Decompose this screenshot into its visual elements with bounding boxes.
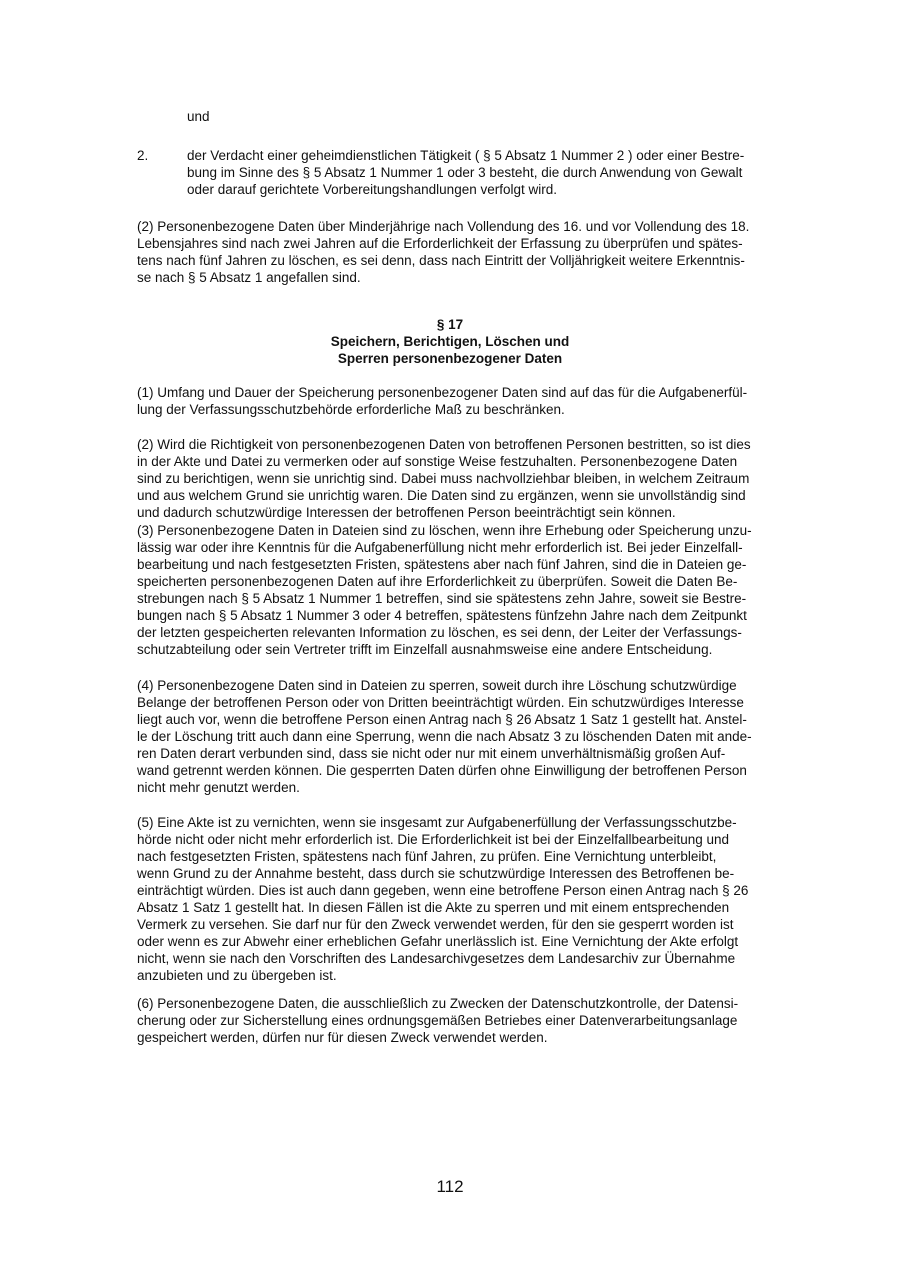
paragraph-line: (6) Personenbezogene Daten, die ausschließlich zu Zwecken der Datenschutzkontrolle, der Datensi- (137, 996, 739, 1011)
paragraph-line: in der Akte und Datei zu vermerken oder auf sonstige Weise festzuhalten. Personenbezogene Daten (137, 454, 738, 469)
paragraph-line: und aus welchem Grund sie unrichtig waren. Die Daten sind zu ergänzen, wenn sie unvollständig sind (137, 488, 746, 503)
paragraph-line: (1) Umfang und Dauer der Speicherung personenbezogener Daten sind auf das für die Aufgabenerfül- (137, 385, 748, 400)
list-item-line: oder darauf gerichtete Vorbereitungshandlungen verfolgt wird. (187, 182, 557, 197)
paragraph-line: Vermerk zu versehen. Sie darf nur für den Zweck verwendet werden, für den sie gesperrt worden ist (137, 917, 734, 932)
paragraph-line: bearbeitung und nach festgesetzten Fristen, spätestens aber nach fünf Jahren, sind die in Dateien ge- (137, 557, 747, 572)
page-number: 112 (436, 1177, 464, 1196)
paragraph-line: einträchtigt würden. Dies ist auch dann gegeben, wenn eine betroffene Person einen Antrag nach § 26 (137, 883, 749, 898)
paragraph-line: oder wenn es zur Abwehr einer erheblichen Gefahr unerlässlich ist. Eine Vernichtung der Akte erfolgt (137, 934, 739, 949)
paragraph-line: (2) Wird die Richtigkeit von personenbezogenen Daten von betroffenen Personen bestritten, so ist dies (137, 437, 751, 452)
paragraph-line: ren Daten derart verbunden sind, dass sie nicht oder nur mit einem unverhältnismäßig großen Auf- (137, 746, 726, 761)
paragraph-line: Absatz 1 Satz 1 gestellt hat. In diesen Fällen ist die Akte zu sperren und mit einem entsprechenden (137, 900, 730, 915)
list-item-line: bung im Sinne des § 5 Absatz 1 Nummer 1 oder 3 besteht, die durch Anwendung von Gewalt (187, 165, 743, 180)
list-item-line: der Verdacht einer geheimdienstlichen Tätigkeit ( § 5 Absatz 1 Nummer 2 ) oder einer Bestre- (187, 148, 745, 163)
paragraph-line: nicht, wenn sie nach den Vorschriften des Landesarchivgesetzes dem Landesarchiv zur Übernahme (137, 951, 736, 966)
section-title: Sperren personenbezogener Daten (337, 351, 563, 366)
list-item-number: 2. (137, 148, 149, 163)
paragraph-line: schutzabteilung oder sein Vertreter trifft im Einzelfall ausnahmsweise eine andere Entscheidung. (137, 642, 713, 657)
paragraph-line: speicherten personenbezogenen Daten auf ihre Erforderlichkeit zu überprüfen. Soweit die Daten Be- (137, 574, 738, 589)
paragraph-line: anzubieten und zu übergeben ist. (137, 968, 337, 983)
paragraph-line: lässig war oder ihre Kenntnis für die Aufgabenerfüllung nicht mehr erforderlich ist. Bei jeder Einzelfall- (137, 540, 743, 555)
paragraph-line: gespeichert werden, dürfen nur für diesen Zweck verwendet werden. (137, 1030, 548, 1045)
paragraph-line: strebungen nach § 5 Absatz 1 Nummer 1 betreffen, sind sie spätestens zehn Jahre, soweit sie Bestre- (137, 591, 747, 606)
paragraph-line: wand getrennt werden können. Die gesperrten Daten dürfen ohne Einwilligung der betroffenen Person (137, 763, 747, 778)
paragraph-line: se nach § 5 Absatz 1 angefallen sind. (137, 270, 361, 285)
section-number: § 17 (436, 317, 464, 332)
text-und: und (187, 109, 210, 124)
paragraph-line: bungen nach § 5 Absatz 1 Nummer 3 oder 4 betreffen, spätestens fünfzehn Jahre nach dem Zeitpunkt (137, 608, 747, 623)
paragraph-line: le der Löschung tritt auch dann eine Sperrung, wenn die nach Absatz 3 zu löschenden Daten mit ande- (137, 729, 752, 744)
paragraph-line: hörde nicht oder nicht mehr erforderlich ist. Die Erforderlichkeit ist bei der Einzelfallbearbeitung und (137, 832, 730, 847)
paragraph-line: Lebensjahres sind nach zwei Jahren auf die Erforderlichkeit der Erfassung zu überprüfen und spätes- (137, 236, 743, 251)
paragraph-line: (2) Personenbezogene Daten über Minderjährige nach Vollendung des 16. und vor Vollendung des 18. (137, 219, 750, 234)
paragraph-line: der letzten gespeicherten relevanten Information zu löschen, es sei denn, der Leiter der Verfassungs- (137, 625, 742, 640)
paragraph-line: liegt auch vor, wenn die betroffene Person einen Antrag nach § 26 Absatz 1 Satz 1 gestellt hat. Anstel- (137, 712, 747, 727)
paragraph-line: sind zu berichtigen, wenn sie unrichtig sind. Dabei muss nachvollziehbar bleiben, in welchem Zeitraum (137, 471, 750, 486)
paragraph-line: (5) Eine Akte ist zu vernichten, wenn sie insgesamt zur Aufgabenerfüllung der Verfassungsschutzbe- (137, 815, 737, 830)
section-title: Speichern, Berichtigen, Löschen und (330, 334, 570, 349)
paragraph-line: Belange der betroffenen Person oder von Dritten beeinträchtigt würden. Ein schutzwürdiges Interesse (137, 695, 744, 710)
paragraph-line: (4) Personenbezogene Daten sind in Dateien zu sperren, soweit durch ihre Löschung schutzwürdige (137, 678, 737, 693)
paragraph-line: (3) Personenbezogene Daten in Dateien sind zu löschen, wenn ihre Erhebung oder Speicherung unzu- (137, 523, 752, 538)
paragraph-line: wenn Grund zu der Annahme besteht, dass durch sie schutzwürdige Interessen des Betroffenen be- (137, 866, 735, 881)
paragraph-line: cherung oder zur Sicherstellung eines ordnungsgemäßen Betriebes einer Datenverarbeitungsanlage (137, 1013, 738, 1028)
paragraph-line: lung der Verfassungsschutzbehörde erforderliche Maß zu beschränken. (137, 402, 565, 417)
paragraph-line: tens nach fünf Jahren zu löschen, es sei denn, dass nach Eintritt der Volljährigkeit weitere Erkenntnis- (137, 253, 745, 268)
paragraph-line: nicht mehr genutzt werden. (137, 780, 300, 795)
paragraph-line: und dadurch schutzwürdige Interessen der betroffenen Person beeinträchtigt sein können. (137, 505, 676, 520)
paragraph-line: nach festgesetzten Fristen, spätestens nach fünf Jahren, zu prüfen. Eine Vernichtung unterbleibt, (137, 849, 717, 864)
